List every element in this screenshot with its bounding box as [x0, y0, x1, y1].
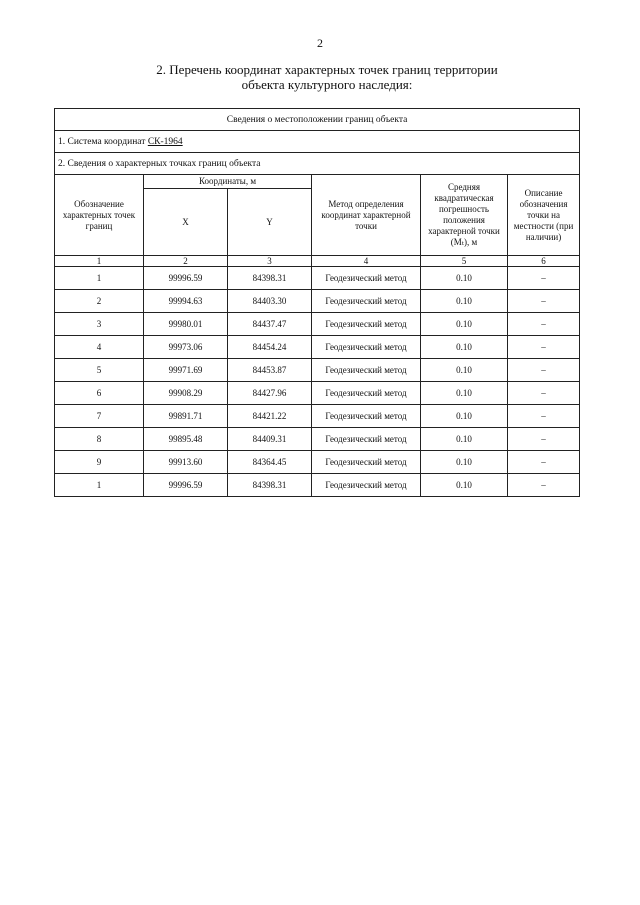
method-cell: Геодезический метод: [312, 336, 421, 359]
y-cell: 84398.31: [228, 474, 312, 497]
column-numbers-row: [55, 256, 580, 267]
x-cell: 99994.63: [144, 290, 228, 313]
description-cell: –: [508, 290, 580, 313]
x-cell: 99913.60: [144, 451, 228, 474]
column-number: 5: [421, 256, 508, 267]
x-cell: 99980.01: [144, 313, 228, 336]
header-coordinates: Координаты, м: [144, 175, 312, 189]
header-method: Метод определения координат характерной точки: [312, 175, 421, 256]
error-cell: 0.10: [421, 474, 508, 497]
error-cell: 0.10: [421, 267, 508, 290]
table-row: [55, 451, 580, 474]
point-cell: 1: [55, 474, 144, 497]
error-cell: 0.10: [421, 428, 508, 451]
description-cell: –: [508, 336, 580, 359]
point-cell: 5: [55, 359, 144, 382]
table-row: [55, 428, 580, 451]
x-cell: 99996.59: [144, 267, 228, 290]
coordinate-system-row: [55, 131, 580, 153]
coordinates-table: [54, 108, 580, 497]
header-error: Средняя квадратическая погрешность положения характерной точки (Mₜ), м: [421, 175, 508, 256]
method-cell: Геодезический метод: [312, 359, 421, 382]
point-cell: 3: [55, 313, 144, 336]
description-cell: –: [508, 313, 580, 336]
point-cell: 8: [55, 428, 144, 451]
error-cell: 0.10: [421, 382, 508, 405]
point-cell: 9: [55, 451, 144, 474]
column-number: 6: [508, 256, 580, 267]
point-cell: 7: [55, 405, 144, 428]
method-cell: Геодезический метод: [312, 428, 421, 451]
column-number: 2: [144, 256, 228, 267]
point-cell: 4: [55, 336, 144, 359]
x-cell: 99891.71: [144, 405, 228, 428]
table-row: [55, 336, 580, 359]
y-cell: 84409.31: [228, 428, 312, 451]
page-number: 2: [317, 36, 323, 50]
error-cell: 0.10: [421, 451, 508, 474]
description-cell: –: [508, 451, 580, 474]
x-cell: 99895.48: [144, 428, 228, 451]
point-cell: 6: [55, 382, 144, 405]
y-cell: 84421.22: [228, 405, 312, 428]
y-cell: 84403.30: [228, 290, 312, 313]
method-cell: Геодезический метод: [312, 382, 421, 405]
header-designation: Обозначение характерных точек границ: [55, 175, 144, 256]
x-cell: 99996.59: [144, 474, 228, 497]
points-info-label: 2. Сведения о характерных точках границ объекта: [55, 153, 580, 175]
y-cell: 84427.96: [228, 382, 312, 405]
description-cell: –: [508, 474, 580, 497]
y-cell: 84454.24: [228, 336, 312, 359]
point-cell: 2: [55, 290, 144, 313]
description-cell: –: [508, 267, 580, 290]
error-cell: 0.10: [421, 336, 508, 359]
method-cell: Геодезический метод: [312, 290, 421, 313]
table-row: [55, 405, 580, 428]
table-row: [55, 474, 580, 497]
y-cell: 84437.47: [228, 313, 312, 336]
header-x: X: [144, 189, 228, 256]
table-row: [55, 382, 580, 405]
column-number: 1: [55, 256, 144, 267]
coordinate-system-value: СК-1964: [147, 136, 183, 147]
column-number: 4: [312, 256, 421, 267]
y-cell: 84364.45: [228, 451, 312, 474]
x-cell: 99971.69: [144, 359, 228, 382]
section-title-line-2: объекта культурного наследия:: [241, 77, 413, 92]
y-cell: 84453.87: [228, 359, 312, 382]
table-caption: Сведения о местоположении границ объекта: [55, 109, 580, 131]
method-cell: Геодезический метод: [312, 451, 421, 474]
error-cell: 0.10: [421, 313, 508, 336]
section-title: [0, 62, 640, 92]
x-cell: 99908.29: [144, 382, 228, 405]
description-cell: –: [508, 405, 580, 428]
method-cell: Геодезический метод: [312, 267, 421, 290]
method-cell: Геодезический метод: [312, 405, 421, 428]
description-cell: –: [508, 428, 580, 451]
description-cell: –: [508, 382, 580, 405]
method-cell: Геодезический метод: [312, 313, 421, 336]
error-cell: 0.10: [421, 405, 508, 428]
table-row: [55, 313, 580, 336]
table-row: [55, 290, 580, 313]
error-cell: 0.10: [421, 290, 508, 313]
header-description: Описание обозначения точки на местности (при наличии): [508, 175, 580, 256]
method-cell: Геодезический метод: [312, 474, 421, 497]
y-cell: 84398.31: [228, 267, 312, 290]
column-number: 3: [228, 256, 312, 267]
error-cell: 0.10: [421, 359, 508, 382]
section-title-line-1: 2. Перечень координат характерных точек границ территории: [156, 62, 498, 77]
header-y: Y: [228, 189, 312, 256]
table-row: [55, 267, 580, 290]
coordinate-system-label: 1. Система координат: [58, 136, 148, 147]
table-row: [55, 359, 580, 382]
point-cell: 1: [55, 267, 144, 290]
description-cell: –: [508, 359, 580, 382]
x-cell: 99973.06: [144, 336, 228, 359]
